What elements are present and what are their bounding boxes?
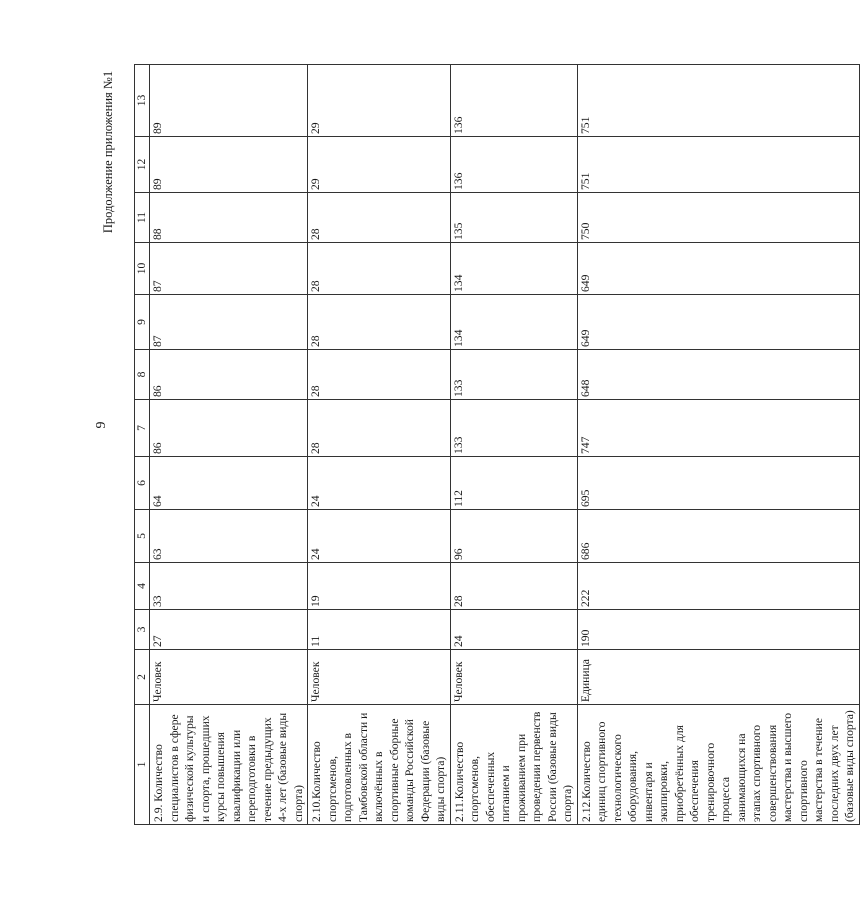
row-indicator-name: 2.9. Количество специалистов в сфере физической культуры и спорта, прошедших курсы повышения квалификации или переподготовки в течение предыдущих 4-х лет (базовые виды спорта) <box>150 705 308 825</box>
row-value: 29 <box>308 137 451 193</box>
col-header-13: 13 <box>135 65 150 137</box>
row-value: 112 <box>450 457 577 510</box>
row-value: 751 <box>577 65 859 137</box>
table-row <box>577 65 859 825</box>
row-value: 87 <box>150 295 308 350</box>
row-value: 88 <box>150 193 308 243</box>
row-value: 28 <box>308 350 451 400</box>
row-value: 87 <box>150 243 308 295</box>
row-value: 28 <box>308 193 451 243</box>
row-value: 96 <box>450 510 577 563</box>
row-value: 86 <box>150 400 308 457</box>
row-value: 89 <box>150 137 308 193</box>
row-value: 686 <box>577 510 859 563</box>
row-value: 24 <box>308 457 451 510</box>
col-header-2: 2 <box>135 650 150 705</box>
col-header-11: 11 <box>135 193 150 243</box>
page-number: 9 <box>94 421 109 429</box>
row-value: 19 <box>308 563 451 610</box>
row-unit: Человек <box>150 650 308 705</box>
row-value: 747 <box>577 400 859 457</box>
row-value: 27 <box>150 610 308 650</box>
row-unit: Человек <box>450 650 577 705</box>
rotated-table-container <box>134 65 856 825</box>
row-value: 649 <box>577 243 859 295</box>
row-value: 63 <box>150 510 308 563</box>
row-value: 134 <box>450 295 577 350</box>
row-value: 648 <box>577 350 859 400</box>
row-indicator-name: 2.12.Количество единиц спортивного технологического оборудования, инвентаря и экипировки, приобретённых для обеспечения тренировочного процесса занимающихся на этапах спортивного совершенствования мастерства и высшего спортивного мастерства в течение последних двух лет (базовые виды спорта) <box>577 705 859 825</box>
row-value: 86 <box>150 350 308 400</box>
col-header-1: 1 <box>135 705 150 825</box>
row-value: 695 <box>577 457 859 510</box>
col-header-4: 4 <box>135 563 150 610</box>
row-indicator-name: 2.10.Количество спортсменов, подготовленных в Тамбовской области и включённых в спортивные сборные команды Российской Федерации (базовые виды спорта) <box>308 705 451 825</box>
row-value: 750 <box>577 193 859 243</box>
table-row <box>308 65 451 825</box>
table-row <box>150 65 308 825</box>
row-value: 134 <box>450 243 577 295</box>
indicators-table <box>134 64 860 825</box>
row-unit: Человек <box>308 650 451 705</box>
row-value: 11 <box>308 610 451 650</box>
row-value: 133 <box>450 350 577 400</box>
row-value: 136 <box>450 137 577 193</box>
row-value: 190 <box>577 610 859 650</box>
col-header-3: 3 <box>135 610 150 650</box>
row-value: 751 <box>577 137 859 193</box>
col-header-9: 9 <box>135 295 150 350</box>
row-value: 89 <box>150 65 308 137</box>
col-header-12: 12 <box>135 137 150 193</box>
row-value: 24 <box>308 510 451 563</box>
row-value: 28 <box>308 243 451 295</box>
row-value: 64 <box>150 457 308 510</box>
row-value: 222 <box>577 563 859 610</box>
row-value: 33 <box>150 563 308 610</box>
row-value: 136 <box>450 65 577 137</box>
col-header-7: 7 <box>135 400 150 457</box>
appendix-note: Продолжение приложения №1 <box>101 70 115 234</box>
table-row <box>450 65 577 825</box>
row-value: 135 <box>450 193 577 243</box>
row-value: 133 <box>450 400 577 457</box>
col-header-5: 5 <box>135 510 150 563</box>
row-value: 649 <box>577 295 859 350</box>
col-header-6: 6 <box>135 457 150 510</box>
row-value: 24 <box>450 610 577 650</box>
row-value: 29 <box>308 65 451 137</box>
header-row <box>135 65 150 825</box>
col-header-10: 10 <box>135 243 150 295</box>
row-value: 28 <box>450 563 577 610</box>
row-value: 28 <box>308 400 451 457</box>
col-header-8: 8 <box>135 350 150 400</box>
row-unit: Единица <box>577 650 859 705</box>
row-indicator-name: 2.11.Количество спортсменов, обеспеченных питанием и проживанием при проведении первенств России (базовые виды спорта) <box>450 705 577 825</box>
row-value: 28 <box>308 295 451 350</box>
